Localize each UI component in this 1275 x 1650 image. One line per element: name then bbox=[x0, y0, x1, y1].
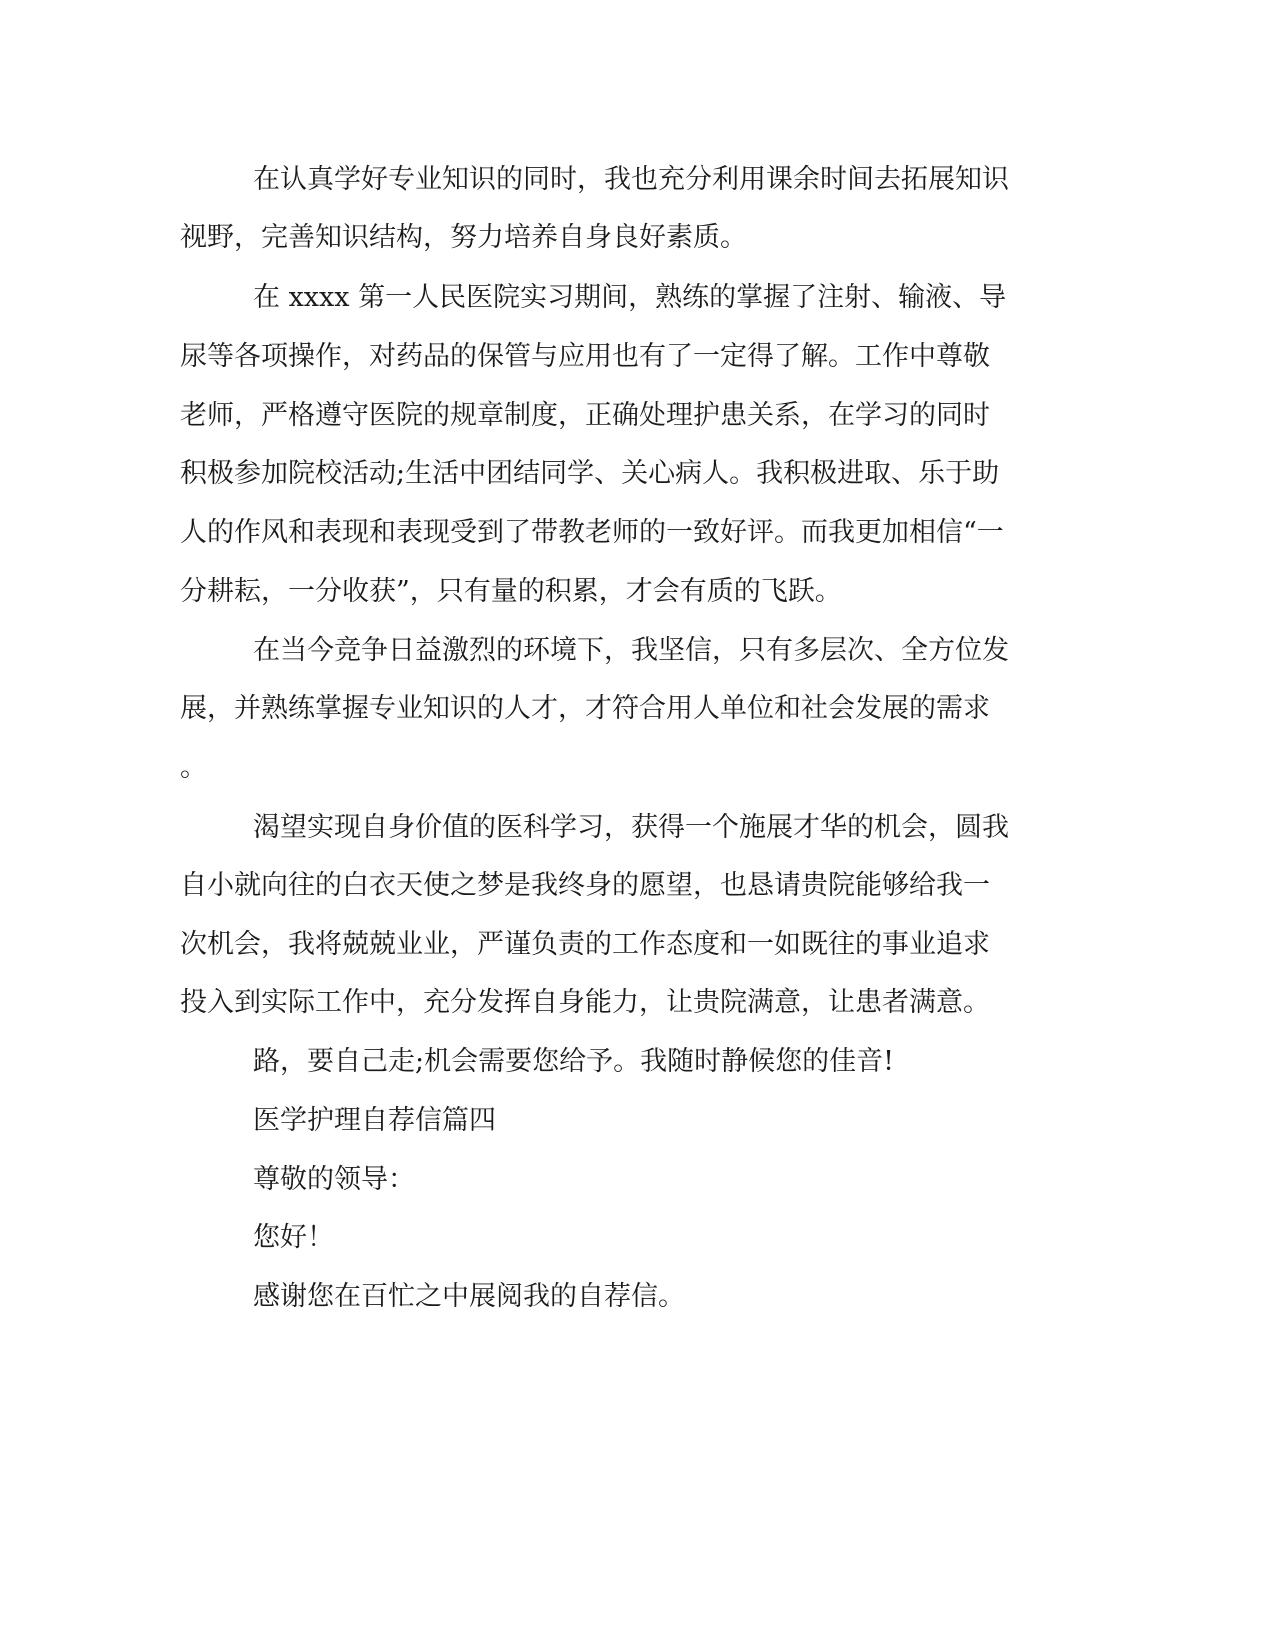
paragraph-line: 自小就向往的白衣天使之梦是我终身的愿望，也恳请贵院能够给我一 bbox=[180, 870, 990, 901]
paragraph-line: 渴望实现自身价值的医科学习，获得一个施展才华的机会，圆我 bbox=[253, 812, 1009, 843]
paragraph-line: 路，要自己走;机会需要您给予。我随时静候您的佳音! bbox=[253, 1046, 894, 1077]
paragraph-line: 在 xxxx 第一人民医院实习期间，熟练的掌握了注射、输液、导 bbox=[253, 282, 1007, 313]
paragraph-line: 感谢您在百忙之中展阅我的自荐信。 bbox=[253, 1281, 685, 1312]
paragraph-line: 视野，完善知识结构，努力培养自身良好素质。 bbox=[180, 222, 747, 253]
paragraph-line: 尿等各项操作，对药品的保管与应用也有了一定得了解。工作中尊敬 bbox=[180, 341, 990, 372]
paragraph-line: 老师，严格遵守医院的规章制度，正确处理护患关系，在学习的同时 bbox=[180, 400, 990, 431]
paragraph-line: 。 bbox=[180, 752, 207, 783]
paragraph-line: 次机会，我将兢兢业业，严谨负责的工作态度和一如既往的事业追求 bbox=[180, 929, 990, 960]
section-heading: 医学护理自荐信篇四 bbox=[253, 1105, 496, 1136]
paragraph-line: 展，并熟练掌握专业知识的人才，才符合用人单位和社会发展的需求 bbox=[180, 693, 990, 724]
paragraph-line: 投入到实际工作中，充分发挥自身能力，让贵院满意，让患者满意。 bbox=[180, 987, 990, 1018]
paragraph-line: 积极参加院校活动;生活中团结同学、关心病人。我积极进取、乐于助 bbox=[180, 458, 1000, 489]
greeting: 您好！ bbox=[253, 1222, 334, 1253]
paragraph-line: 人的作风和表现和表现受到了带教老师的一致好评。而我更加相信“一 bbox=[180, 517, 1004, 548]
salutation: 尊敬的领导： bbox=[253, 1164, 415, 1195]
paragraph-line: 在认真学好专业知识的同时，我也充分利用课余时间去拓展知识 bbox=[253, 164, 1009, 195]
paragraph-line: 在当今竞争日益激烈的环境下，我坚信，只有多层次、全方位发 bbox=[253, 635, 1009, 666]
paragraph-line: 分耕耘，一分收获”，只有量的积累，才会有质的飞跃。 bbox=[180, 576, 842, 607]
